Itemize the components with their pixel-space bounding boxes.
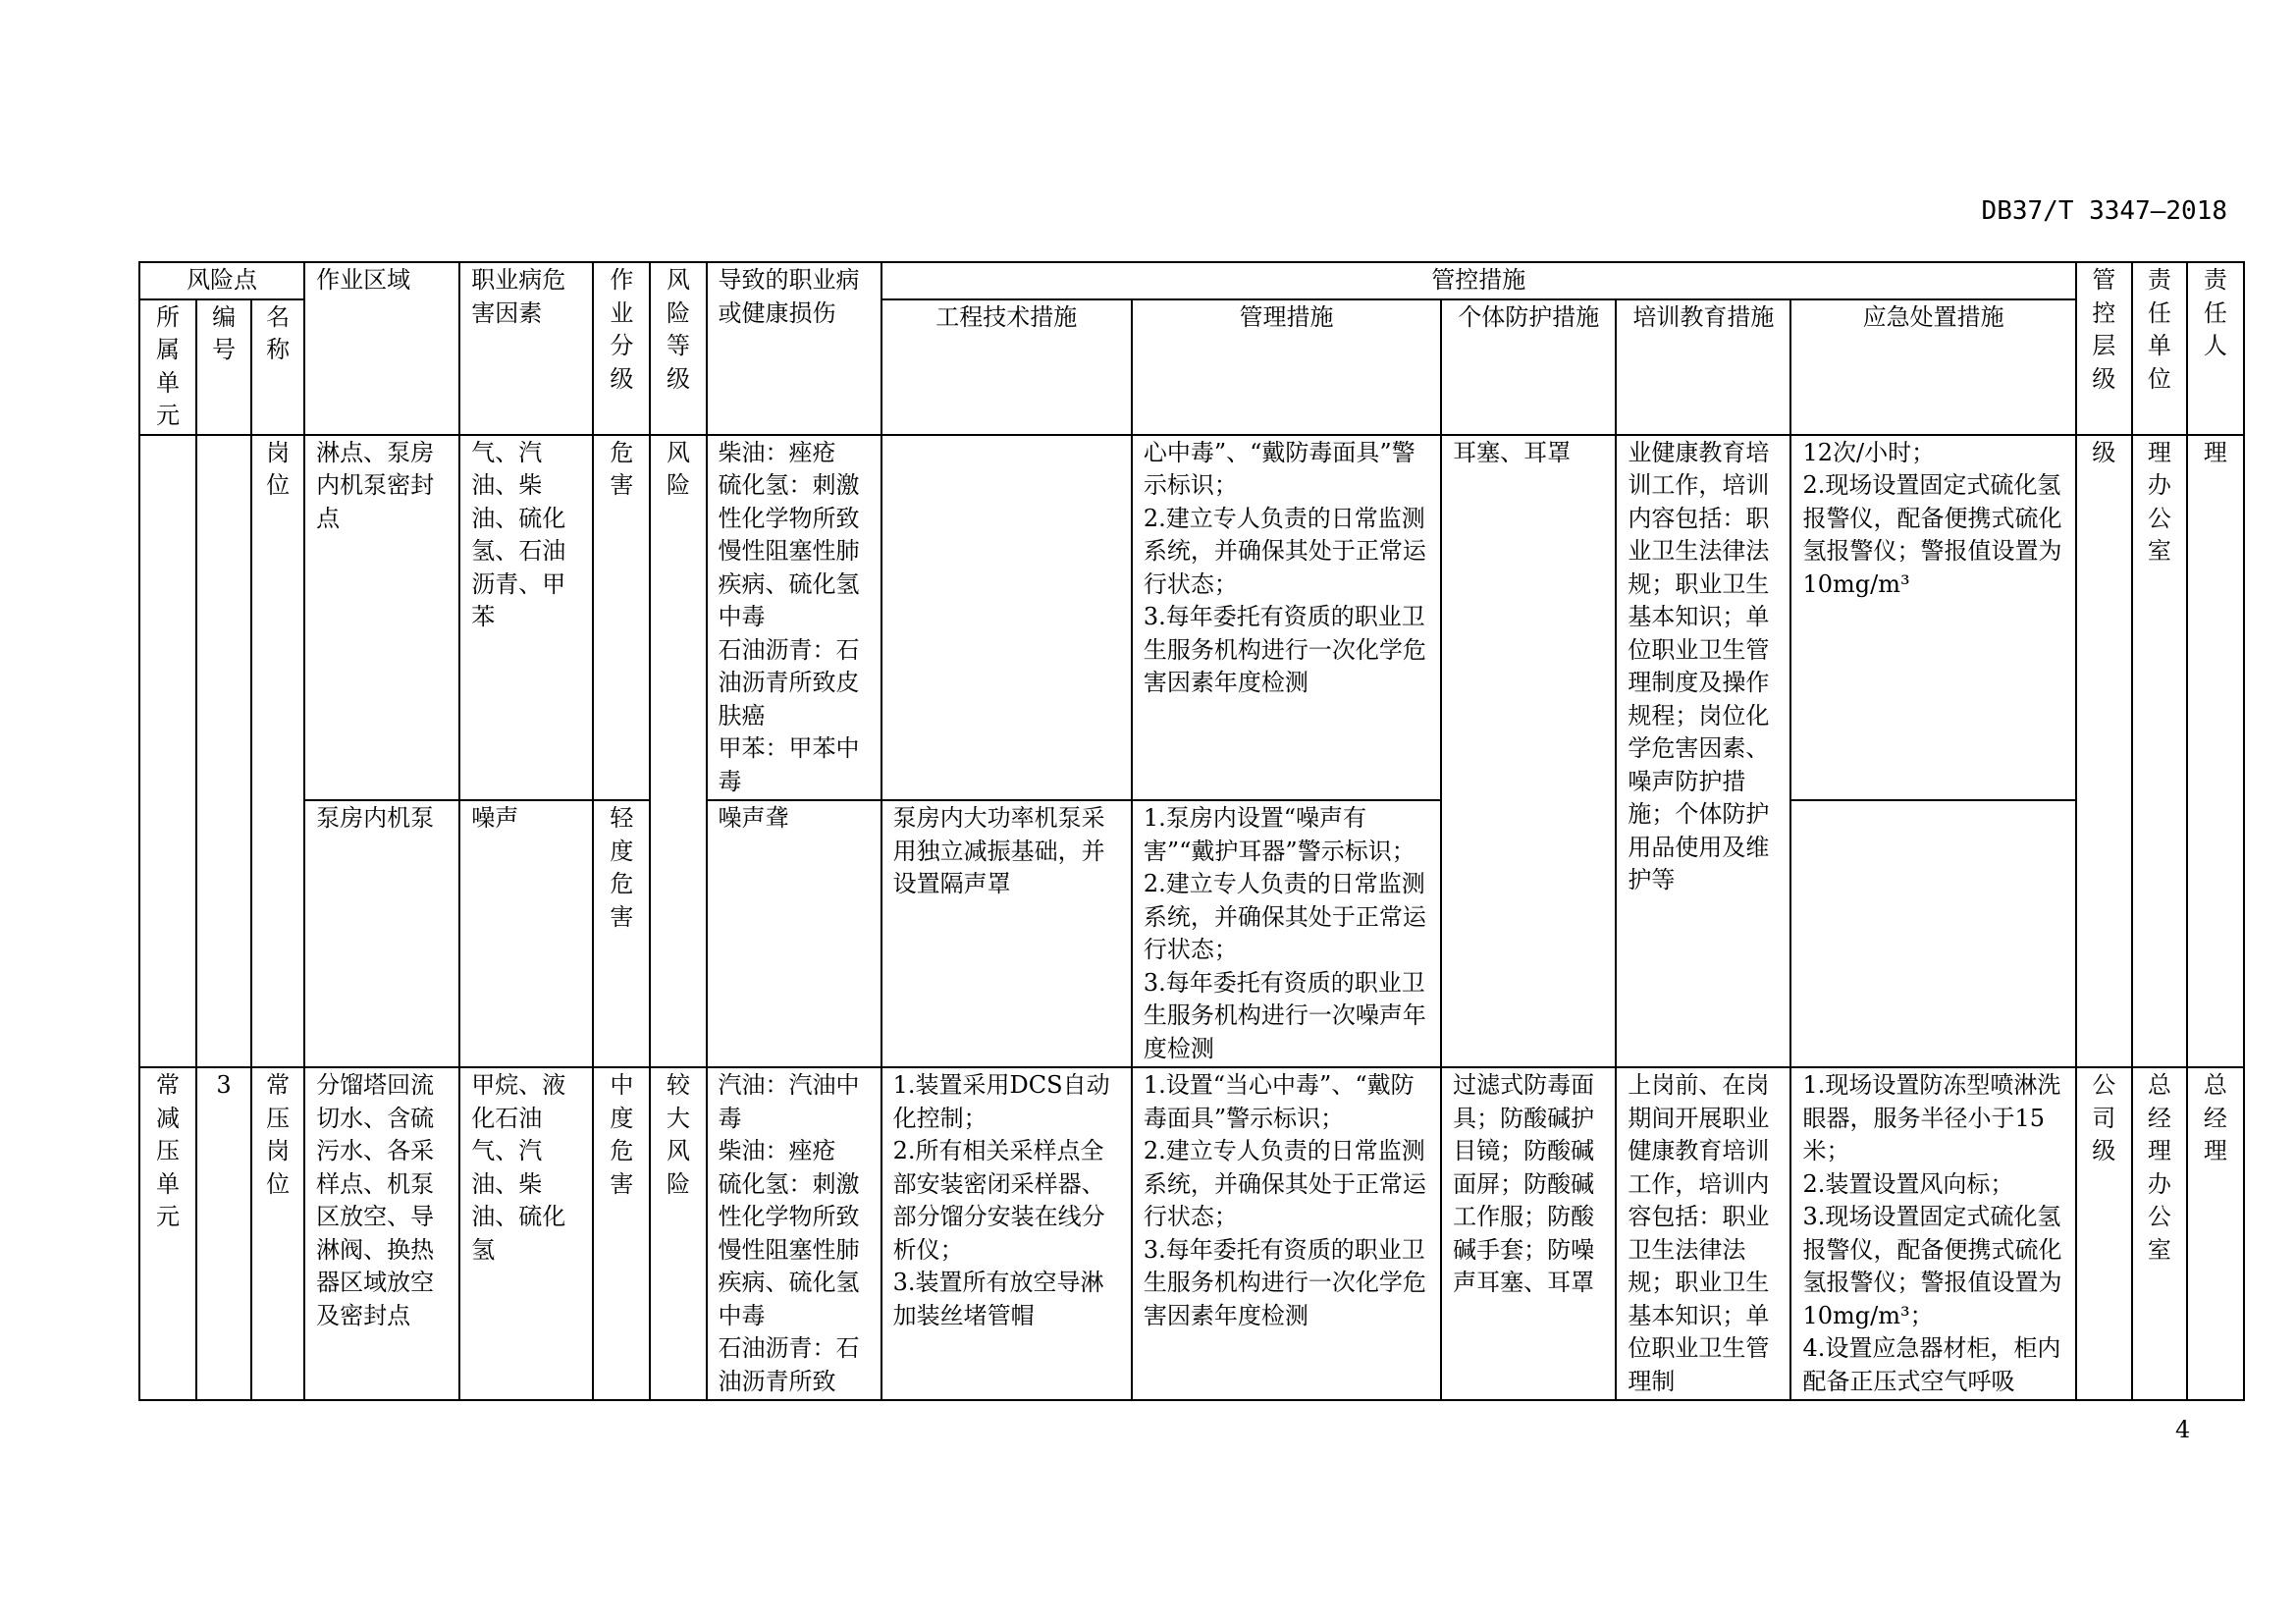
row1-hazard-factor: 气、汽油、柴油、硫化氢、石油沥青、甲苯: [459, 435, 593, 801]
header-control-level: 管控层级: [2076, 262, 2132, 435]
row3-management: 1.设置“当心中毒”、“戴防毒面具”警示标识； 2.建立专人负责的日常监测系统，并确保其处于正常运行状态； 3.每年委托有资质的职业卫生服务机构进行一次化学危害因素年度检测: [1132, 1067, 1441, 1400]
header-risk-point: 风险点: [139, 262, 304, 299]
row3-hazard-factor: 甲烷、液化石油气、汽油、柴油、硫化氢: [459, 1067, 593, 1400]
header-name: 名称: [251, 299, 304, 435]
header-training: 培训教育措施: [1616, 299, 1790, 435]
row3-training: 上岗前、在岗期间开展职业健康教育培训工作，培训内容包括：职业卫生法律法规；职业卫生基本知识；单位职业卫生管理制: [1616, 1067, 1790, 1400]
header-work-grade: 作业分级: [593, 262, 650, 435]
row3-name: 常压岗位: [251, 1067, 304, 1400]
row1-ppe: 耳塞、耳罩: [1441, 435, 1616, 1068]
row1-management: 心中毒”、“戴防毒面具”警示标识； 2.建立专人负责的日常监测系统，并确保其处于正常运行状态； 3.每年委托有资质的职业卫生服务机构进行一次化学危害因素年度检测: [1132, 435, 1441, 801]
header-emergency: 应急处置措施: [1790, 299, 2075, 435]
header-management: 管理措施: [1132, 299, 1441, 435]
row1-control-level: 级: [2076, 435, 2132, 1068]
header-disease: 导致的职业病或健康损伤: [707, 262, 881, 435]
row3-risk-level: 较大风险: [650, 1067, 706, 1400]
header-hazard-factor: 职业病危害因素: [459, 262, 593, 435]
row1-risk-level: 风险: [650, 435, 706, 1068]
header-ppe: 个体防护措施: [1441, 299, 1616, 435]
row3-disease: 汽油：汽油中毒 柴油：痤疮 硫化氢：刺激性化学物所致慢性阻塞性肺疾病、硫化氢中毒 石油沥青：石油沥青所致: [707, 1067, 881, 1400]
row2-management: 1.泵房内设置“噪声有害”“戴护耳器”警示标识； 2.建立专人负责的日常监测系统，并确保其处于正常运行状态； 3.每年委托有资质的职业卫生服务机构进行一次噪声年度检测: [1132, 800, 1441, 1067]
cell-unit-empty: [139, 435, 196, 1068]
row3-work-grade: 中度危害: [593, 1067, 650, 1400]
row1-resp-person: 理: [2187, 435, 2244, 1068]
row1-resp-unit: 理办公室: [2132, 435, 2187, 1068]
header-resp-unit: 责任单位: [2132, 262, 2187, 435]
header-risk-level: 风险等级: [650, 262, 706, 435]
row3-resp-unit: 总经理办公室: [2132, 1067, 2187, 1400]
header-resp-person: 责任人: [2187, 262, 2244, 435]
row1-disease: 柴油：痤疮 硫化氢：刺激性化学物所致慢性阻塞性肺疾病、硫化氢中毒 石油沥青：石油沥青所致皮肤癌 甲苯：甲苯中毒: [707, 435, 881, 801]
row1-work-area: 淋点、泵房内机泵密封点: [304, 435, 459, 801]
header-engineering: 工程技术措施: [881, 299, 1132, 435]
row1-name: 岗位: [251, 435, 304, 1068]
row2-disease: 噪声聋: [707, 800, 881, 1067]
cell-number-empty: [196, 435, 251, 1068]
row2-work-area: 泵房内机泵: [304, 800, 459, 1067]
row3-emergency: 1.现场设置防冻型喷淋洗眼器，服务半径小于15米； 2.装置设置风向标； 3.现场设置固定式硫化氢报警仪，配备便携式硫化氢报警仪；警报值设置为10mg/m³； 4.设置应急器材柜，柜内配备正压式空气呼吸: [1790, 1067, 2075, 1400]
row3-engineering: 1.装置采用DCS自动化控制； 2.所有相关采样点全部安装密闭采样器、部分馏分安装在线分析仪； 3.装置所有放空导淋加装丝堵管帽: [881, 1067, 1132, 1400]
header-unit: 所属单元: [139, 299, 196, 435]
page-number: 4: [2175, 1416, 2191, 1443]
row2-engineering: 泵房内大功率机泵采用独立减振基础，并设置隔声罩: [881, 800, 1132, 1067]
row2-hazard-factor: 噪声: [459, 800, 593, 1067]
row3-resp-person: 总经理: [2187, 1067, 2244, 1400]
row3-number: 3: [196, 1067, 251, 1400]
header-work-area: 作业区域: [304, 262, 459, 435]
row1-engineering: [881, 435, 1132, 801]
standard-code: DB37/T 3347—2018: [1981, 196, 2227, 226]
row2-emergency: [1790, 800, 2075, 1067]
row3-ppe: 过滤式防毒面具；防酸碱护目镜；防酸碱面屏；防酸碱工作服；防酸碱手套；防噪声耳塞、耳罩: [1441, 1067, 1616, 1400]
header-control-measures: 管控措施: [881, 262, 2076, 299]
risk-control-table: [138, 261, 2245, 1401]
row1-emergency: 12次/小时； 2.现场设置固定式硫化氢报警仪，配备便携式硫化氢报警仪；警报值设置为10mg/m³: [1790, 435, 2075, 801]
row3-control-level: 公司级: [2076, 1067, 2132, 1400]
row1-training: 业健康教育培训工作，培训内容包括：职业卫生法律法规；职业卫生基本知识；单位职业卫生管理制度及操作规程；岗位化学危害因素、噪声防护措施；个体防护用品使用及维护等: [1616, 435, 1790, 1068]
row3-work-area: 分馏塔回流切水、含硫污水、各采样点、机泵区放空、导淋阀、换热器区域放空及密封点: [304, 1067, 459, 1400]
row2-work-grade: 轻度危害: [593, 800, 650, 1067]
row3-unit: 常减压单元: [139, 1067, 196, 1400]
header-number: 编号: [196, 299, 251, 435]
row1-work-grade: 危害: [593, 435, 650, 801]
